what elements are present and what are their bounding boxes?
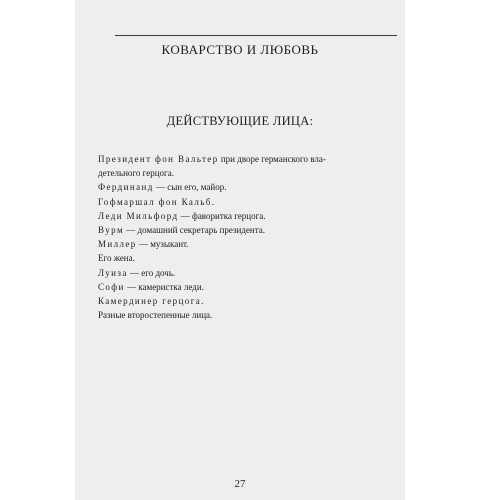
character-description: — домашний секретарь президента. [124, 225, 266, 236]
character-name: Софи [98, 281, 125, 292]
cast-line [98, 237, 398, 251]
cast-list [98, 152, 398, 322]
character-description: — его дочь. [127, 267, 176, 278]
cast-line [98, 251, 398, 265]
cast-line [98, 209, 398, 223]
cast-heading: ДЕЙСТВУЮЩИЕ ЛИЦА: [166, 114, 314, 128]
page-number: 27 [234, 478, 246, 490]
cast-line [98, 166, 398, 180]
cast-line [98, 294, 398, 308]
character-name: Камердинер герцога. [98, 296, 205, 307]
character-name: Леди Мильфорд [98, 210, 179, 221]
character-description: детельного герцога. [98, 168, 174, 179]
cast-line [98, 223, 398, 237]
character-description: при дворе германского вла- [218, 154, 326, 164]
book-page [75, 0, 405, 500]
character-description: — камеристка леди. [124, 281, 204, 292]
character-description: Его жена. [98, 253, 135, 264]
character-description: — музыкант. [136, 239, 189, 250]
cast-line [98, 280, 398, 294]
cast-line [98, 180, 398, 194]
character-description: — фаворитка герцога. [178, 210, 266, 221]
character-name: Миллер [98, 239, 137, 250]
character-name: Луиза [98, 267, 128, 278]
character-name: Гофмаршал фон Кальб. [98, 196, 216, 207]
cast-line [98, 266, 398, 280]
cast-line [98, 195, 398, 209]
running-title: КОВАРСТВО И ЛЮБОВЬ [161, 42, 319, 57]
character-name: Фердинанд [98, 182, 154, 193]
cast-line [98, 152, 398, 166]
header-rule [115, 35, 397, 36]
character-name: Президент фон Вальтер [98, 154, 219, 164]
character-name: Вурм [98, 225, 125, 236]
character-description: — сын его, майор. [153, 182, 227, 193]
character-description: Разные второстепенные лица. [98, 310, 213, 321]
cast-line [98, 308, 398, 322]
